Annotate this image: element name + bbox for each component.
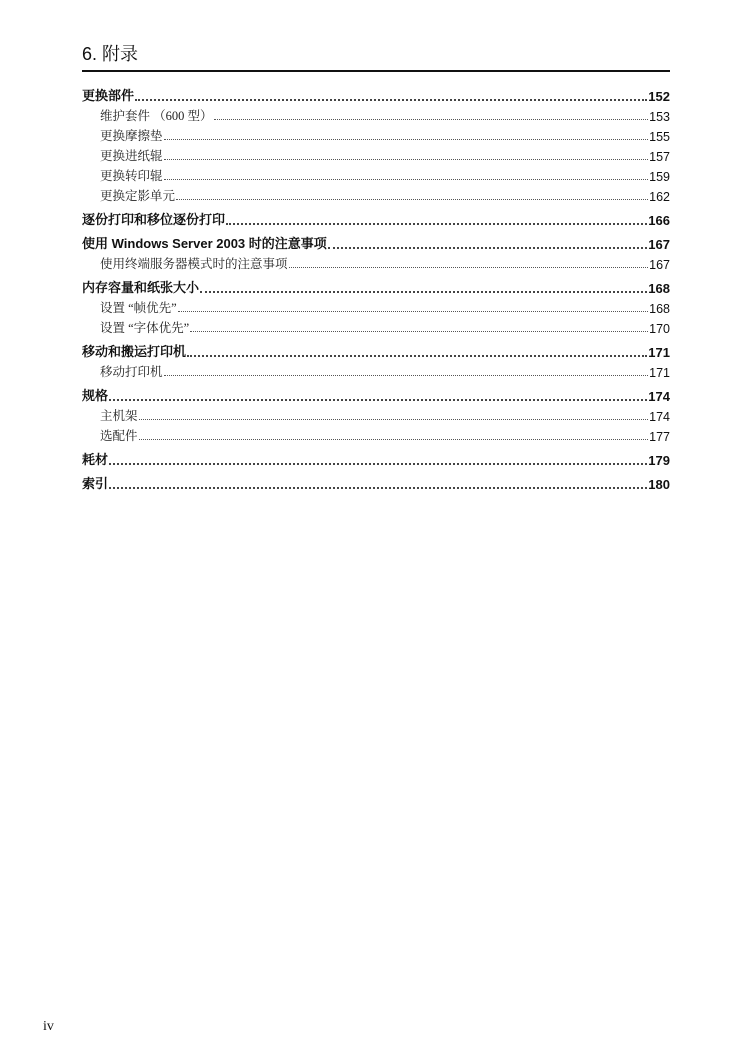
toc-section-label: 内存容量和纸张大小 bbox=[82, 280, 200, 295]
toc-subsection-label: 使用终端服务器模式时的注意事项 bbox=[100, 257, 288, 271]
dot-leader bbox=[109, 487, 647, 489]
toc-section[interactable] bbox=[82, 336, 670, 360]
toc-subsection-label: 主机架 bbox=[100, 409, 138, 423]
toc-subsection[interactable] bbox=[82, 360, 670, 380]
dot-leader bbox=[135, 99, 647, 101]
toc-section-page-number: 179 bbox=[648, 453, 670, 468]
toc-subsection[interactable] bbox=[82, 296, 670, 316]
dot-leader bbox=[178, 311, 648, 312]
toc-section-label: 耗材 bbox=[82, 452, 109, 467]
toc-subsection-label: 选配件 bbox=[100, 429, 138, 443]
toc-section[interactable] bbox=[82, 80, 670, 104]
toc-section[interactable] bbox=[82, 380, 670, 404]
toc-subsection-page-number: 171 bbox=[649, 366, 670, 380]
dot-leader bbox=[190, 331, 648, 332]
dot-leader bbox=[176, 199, 648, 200]
toc-section[interactable] bbox=[82, 468, 670, 492]
toc-subsection-label: 设置 “字体优先” bbox=[100, 321, 190, 335]
toc-section[interactable] bbox=[82, 228, 670, 252]
toc-section-page-number: 174 bbox=[648, 389, 670, 404]
toc-subsection-page-number: 174 bbox=[649, 410, 670, 424]
dot-leader bbox=[328, 247, 648, 249]
toc-section[interactable] bbox=[82, 204, 670, 228]
toc-subsection-page-number: 155 bbox=[649, 130, 670, 144]
toc-section-label: 更换部件 bbox=[82, 88, 135, 103]
dot-leader bbox=[109, 399, 647, 401]
toc-subsection-page-number: 167 bbox=[649, 258, 670, 272]
toc-section-label: 使用 Windows Server 2003 时的注意事项 bbox=[82, 236, 327, 251]
toc-subsection[interactable] bbox=[82, 424, 670, 444]
toc-subsection-page-number: 170 bbox=[649, 322, 670, 336]
toc-section-label: 索引 bbox=[82, 476, 109, 491]
toc-subsection-page-number: 153 bbox=[649, 110, 670, 124]
dot-leader bbox=[164, 139, 649, 140]
toc-subsection-label: 更换摩擦垫 bbox=[100, 129, 163, 143]
toc-subsection-page-number: 168 bbox=[649, 302, 670, 316]
toc-section[interactable] bbox=[82, 272, 670, 296]
dot-leader bbox=[200, 291, 647, 293]
toc-subsection[interactable] bbox=[82, 164, 670, 184]
toc-subsection-label: 更换转印辊 bbox=[100, 169, 163, 183]
title-rule bbox=[82, 70, 670, 72]
toc-subsection[interactable] bbox=[82, 404, 670, 424]
toc-subsection-label: 设置 “帧优先” bbox=[100, 301, 177, 315]
toc-subsection[interactable] bbox=[82, 252, 670, 272]
dot-leader bbox=[187, 355, 647, 357]
toc-section-page-number: 166 bbox=[648, 213, 670, 228]
toc-section-page-number: 152 bbox=[648, 89, 670, 104]
dot-leader bbox=[214, 119, 649, 120]
dot-leader bbox=[164, 375, 649, 376]
toc-subsection[interactable] bbox=[82, 316, 670, 336]
toc-subsection-page-number: 157 bbox=[649, 150, 670, 164]
toc-subsection-page-number: 177 bbox=[649, 430, 670, 444]
toc-section[interactable] bbox=[82, 444, 670, 468]
toc-section-page-number: 171 bbox=[648, 345, 670, 360]
toc-subsection-label: 更换进纸辊 bbox=[100, 149, 163, 163]
toc-subsection[interactable] bbox=[82, 104, 670, 124]
toc-subsection[interactable] bbox=[82, 184, 670, 204]
dot-leader bbox=[109, 463, 647, 465]
toc-section-page-number: 168 bbox=[648, 281, 670, 296]
dot-leader bbox=[226, 223, 647, 225]
toc-section-page-number: 180 bbox=[648, 477, 670, 492]
dot-leader bbox=[139, 419, 649, 420]
dot-leader bbox=[164, 179, 649, 180]
toc-subsection[interactable] bbox=[82, 144, 670, 164]
toc-subsection-page-number: 162 bbox=[649, 190, 670, 204]
toc-subsection-page-number: 159 bbox=[649, 170, 670, 184]
dot-leader bbox=[164, 159, 649, 160]
toc-section-label: 规格 bbox=[82, 388, 109, 403]
toc-section-label: 逐份打印和移位逐份打印 bbox=[82, 212, 226, 227]
dot-leader bbox=[289, 267, 649, 268]
table-of-contents bbox=[82, 80, 670, 492]
toc-subsection-label: 移动打印机 bbox=[100, 365, 163, 379]
page-folio: iv bbox=[43, 1019, 54, 1034]
toc-subsection[interactable] bbox=[82, 124, 670, 144]
toc-subsection-label: 维护套件 （600 型） bbox=[100, 109, 213, 123]
toc-section-page-number: 167 bbox=[648, 237, 670, 252]
toc-section-label: 移动和搬运打印机 bbox=[82, 344, 187, 359]
chapter-title: 6. 附录 bbox=[82, 44, 139, 64]
toc-subsection-label: 更换定影单元 bbox=[100, 189, 176, 203]
dot-leader bbox=[139, 439, 649, 440]
